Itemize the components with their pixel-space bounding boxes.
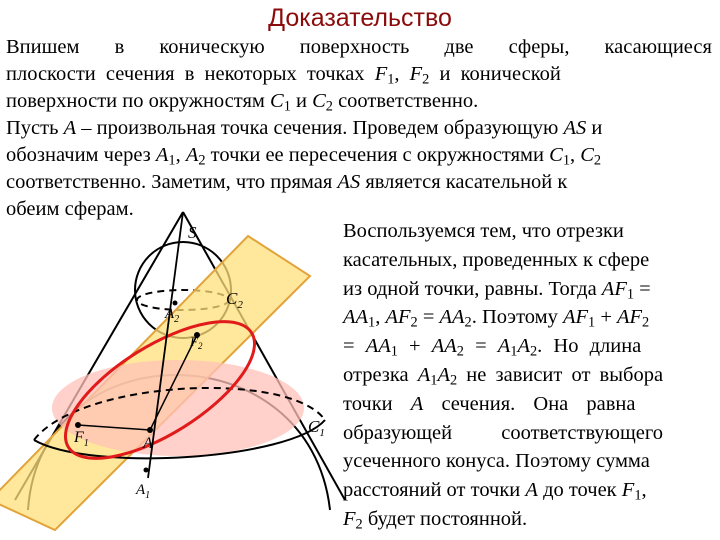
paragraph-3-line-2: касательных, проведенных к сфере [343, 248, 650, 271]
label-c1: $C_1$ [308, 417, 325, 439]
paragraph-2-line-3: соответственно. Заметим, что прямая AS является касательной к [6, 171, 568, 193]
label-s: S [188, 223, 197, 242]
label-a1: $A_1$ [136, 482, 151, 501]
point-a1 [144, 468, 149, 473]
point-a [147, 427, 153, 433]
paragraph-3-line-4: $AA_1$, $AF_2 = AA_2$. Поэтому $AF_1 + AF_2$ [343, 306, 650, 331]
cone-spheres-figure [0, 200, 345, 540]
paragraph-3-line-8: образующей соответствующего [343, 421, 664, 444]
paragraph-1-line-2: плоскости сечения в некоторых точках $F_1$, $F_2$ и конической [6, 63, 561, 88]
paragraph-1-line-1: Впишем в коническую поверхность две сферы, касающиеся [6, 36, 712, 58]
paragraph-3-line-7: точки A сечения. Она равна [343, 392, 636, 415]
paragraph-3-line-6: отрезка $A_1A_2$ не зависит от выбора [343, 363, 664, 389]
paragraph-3 [343, 217, 713, 534]
label-a2: $A_2$ [165, 306, 180, 325]
paragraph-1-line-3: поверхности по окружностям $C_1$ и $C_2$ соответственно. [6, 90, 479, 115]
label-a: A [143, 435, 153, 452]
paragraph-1 [6, 34, 712, 115]
label-f2: $F_2$ [190, 334, 203, 351]
paragraph-2-line-2: обозначим через $A_1$, $A_2$ точки ее пересечения с окружностями $C_1$, $C_2$ [6, 144, 602, 169]
paragraph-2-line-4: обеим сферам. [6, 198, 134, 220]
paragraph-3-line-11: $F_2$ будет постоянной. [343, 507, 528, 533]
label-f1: $F_1$ [74, 429, 89, 449]
paragraph-3-line-9: усеченного конуса. Поэтому сумма [343, 450, 650, 473]
paragraph-2-line-1: Пусть A – произвольная точка сечения. Проведем образующую AS и [6, 117, 603, 139]
paragraph-3-line-5: = $AA_1 + AA_2 = A_1A_2$. Но длина [343, 335, 642, 360]
paragraph-3-line-10: расстояний от точки A до точек $F_1$, [343, 479, 647, 504]
point-f1 [75, 422, 81, 428]
paragraph-3-line-1: Воспользуемся тем, что отрезки [343, 220, 624, 242]
paragraph-3-line-3: из одной точки, равны. Тогда $AF_1$ = [343, 277, 651, 303]
page-title: Доказательство [268, 4, 452, 32]
label-c2: $C_2$ [226, 289, 243, 311]
point-a2 [173, 301, 178, 306]
